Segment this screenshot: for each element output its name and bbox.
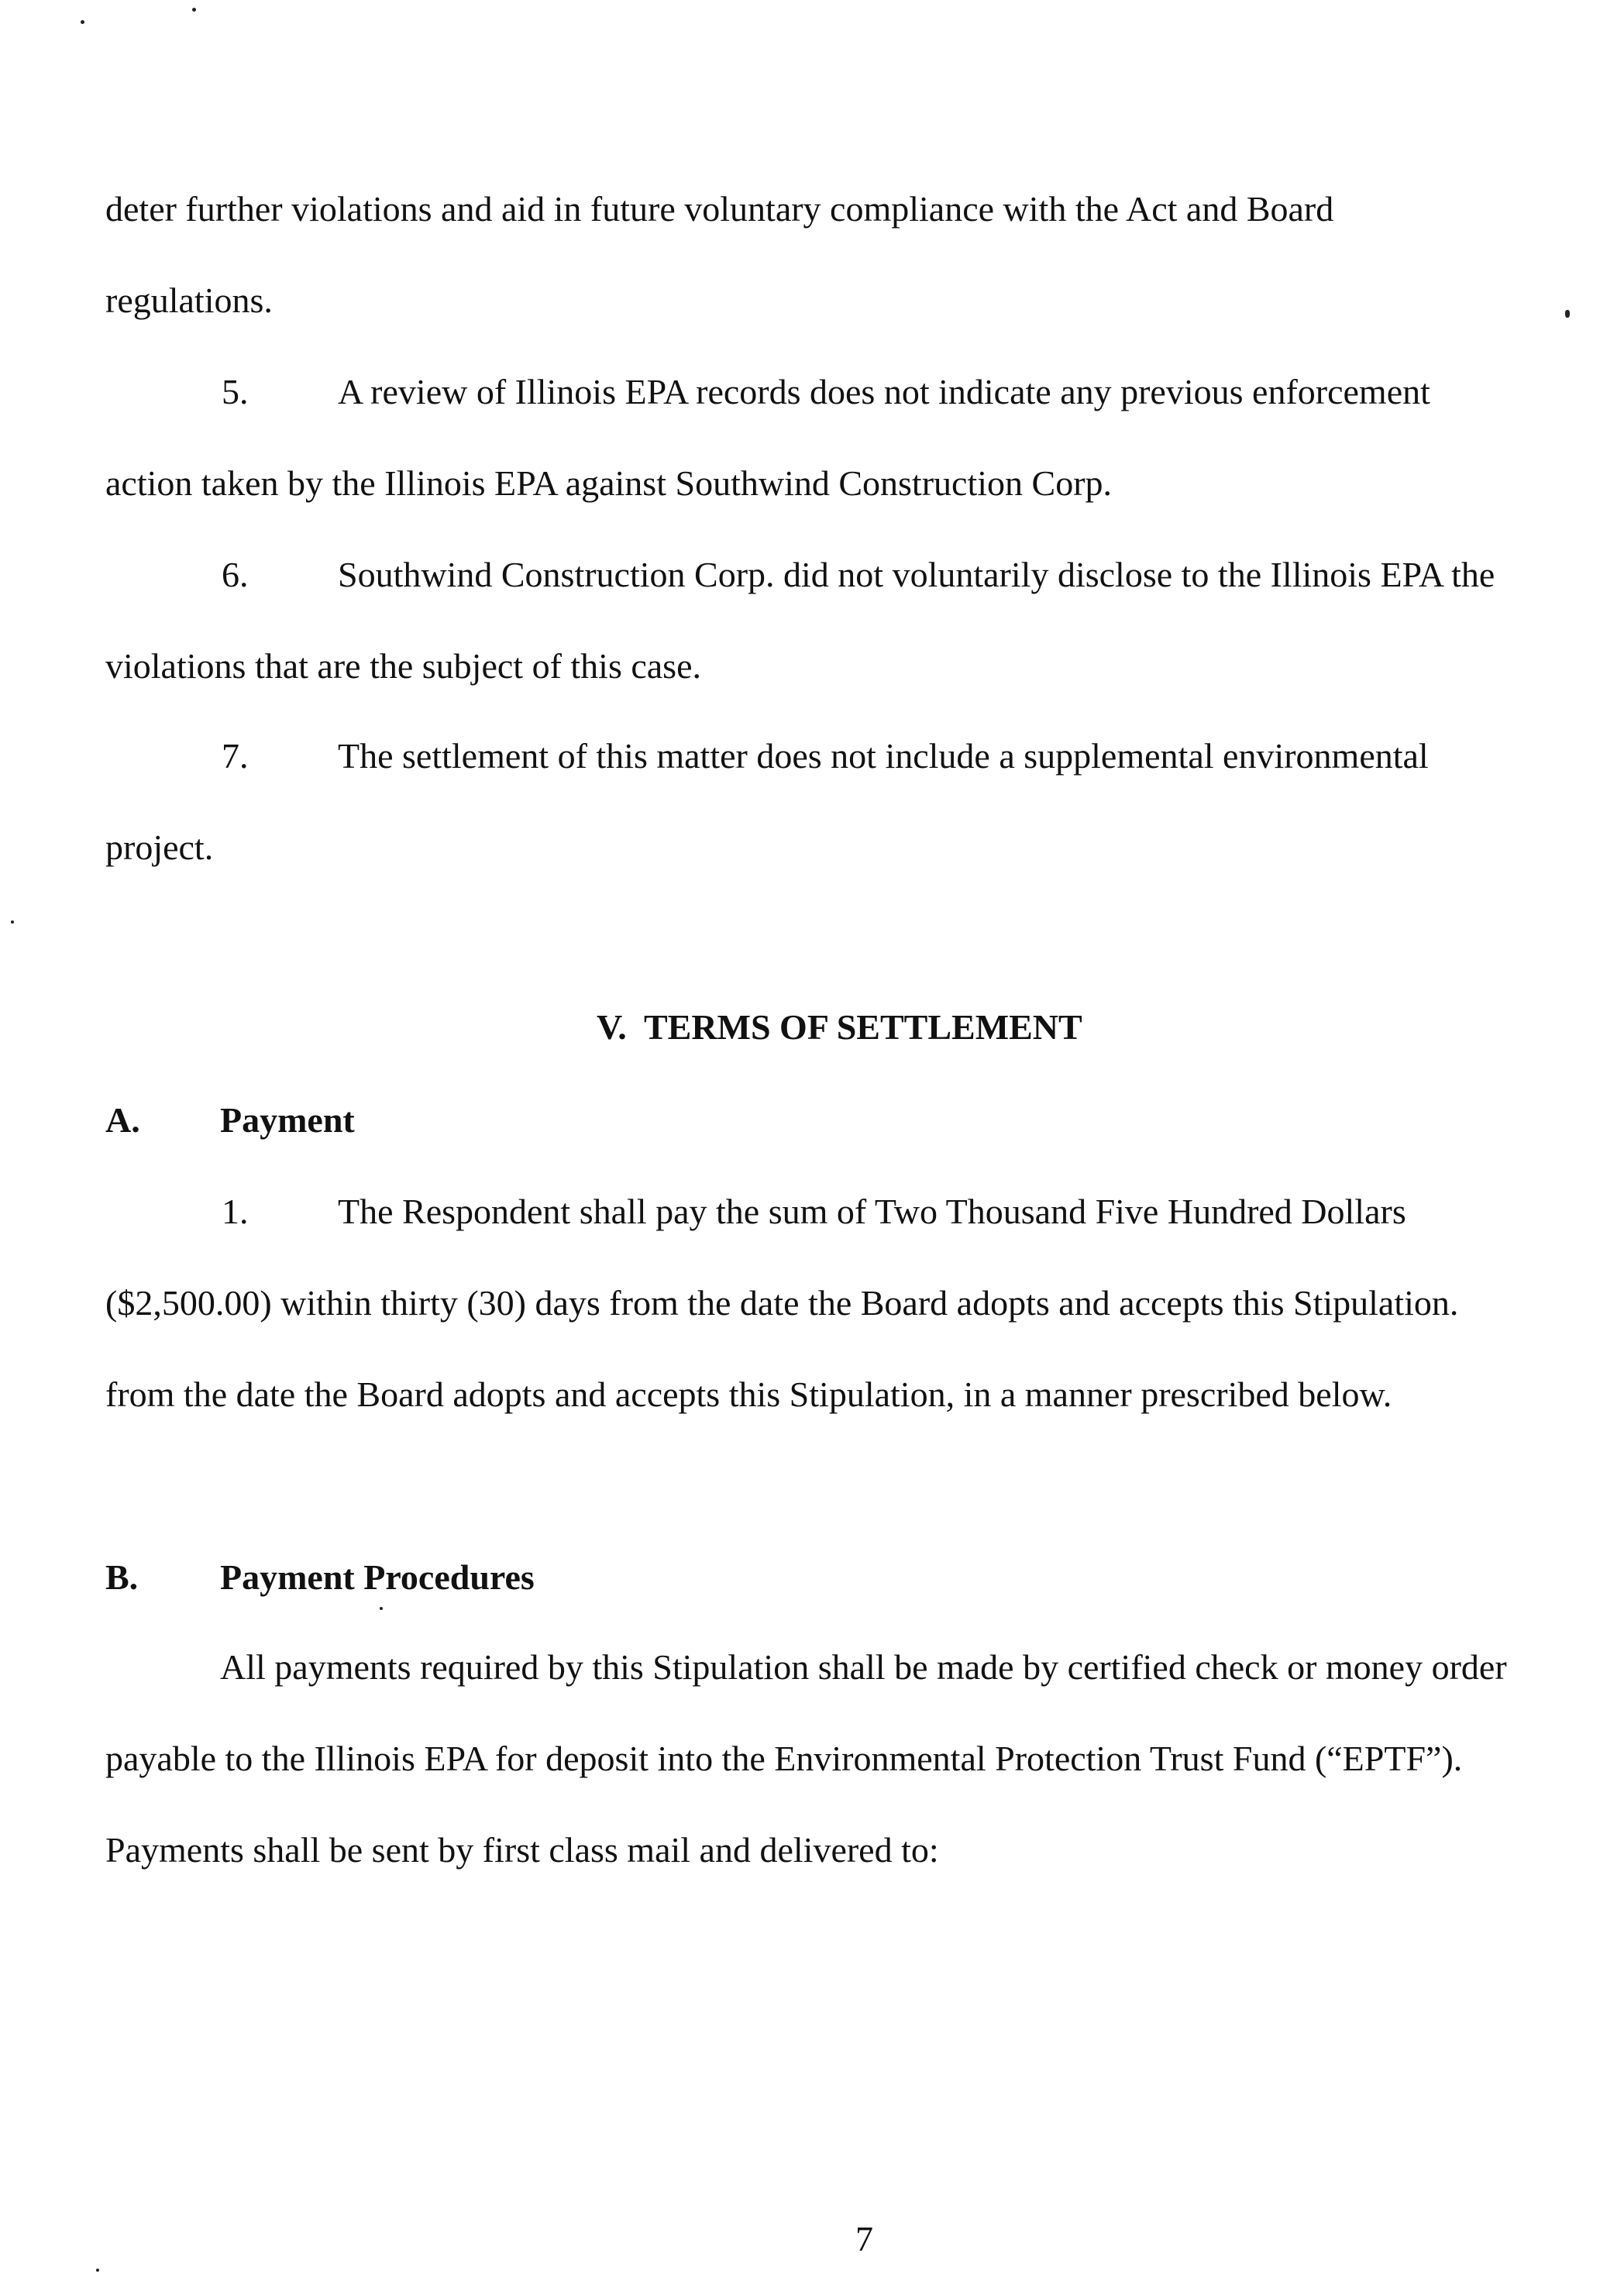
scan-mark [96,2269,99,2272]
scan-mark [380,1607,383,1610]
subsection-title: Payment Procedures [220,1557,535,1597]
section-title: V. TERMS OF SETTLEMENT [597,1007,1082,1047]
scan-mark [11,920,14,924]
body-text-line: ($2,500.00) within thirty (30) days from the date the Board adopts and accepts this Stipulation. [105,1283,1459,1323]
body-text-line: The settlement of this matter does not include a supplemental environmental [338,736,1429,776]
body-text-line: deter further violations and aid in future voluntary compliance with the Act and Board [105,189,1334,229]
subsection-letter: A. [105,1100,140,1140]
scan-mark [81,20,84,24]
page-number: 7 [855,2219,873,2259]
body-text-line: from the date the Board adopts and accepts this Stipulation, in a manner prescribed below. [105,1374,1392,1414]
scan-mark [1565,310,1570,318]
body-text-line: payable to the Illinois EPA for deposit into the Environmental Protection Trust Fund (“EPTF”). [105,1739,1463,1778]
body-text-line: regulations. [105,280,273,320]
list-item-number: 1. [222,1192,249,1231]
subsection-title: Payment [220,1100,355,1140]
body-text-line: The Respondent shall pay the sum of Two Thousand Five Hundred Dollars [338,1192,1406,1231]
body-text-line: action taken by the Illinois EPA against Southwind Construction Corp. [105,463,1113,503]
list-item-number: 5. [222,372,249,411]
subsection-letter: B. [105,1557,139,1597]
list-item-number: 7. [222,736,249,776]
scan-mark [192,8,196,12]
body-text-line: Payments shall be sent by first class mail and delivered to: [105,1830,939,1870]
list-item-number: 6. [222,555,249,594]
body-text-line: All payments required by this Stipulation shall be made by certified check or money order [220,1647,1507,1687]
body-text-line: Southwind Construction Corp. did not voluntarily disclose to the Illinois EPA the [338,555,1495,594]
body-text-line: project. [105,827,214,867]
body-text-line: A review of Illinois EPA records does not indicate any previous enforcement [338,372,1430,411]
body-text-line: violations that are the subject of this case. [105,646,701,686]
